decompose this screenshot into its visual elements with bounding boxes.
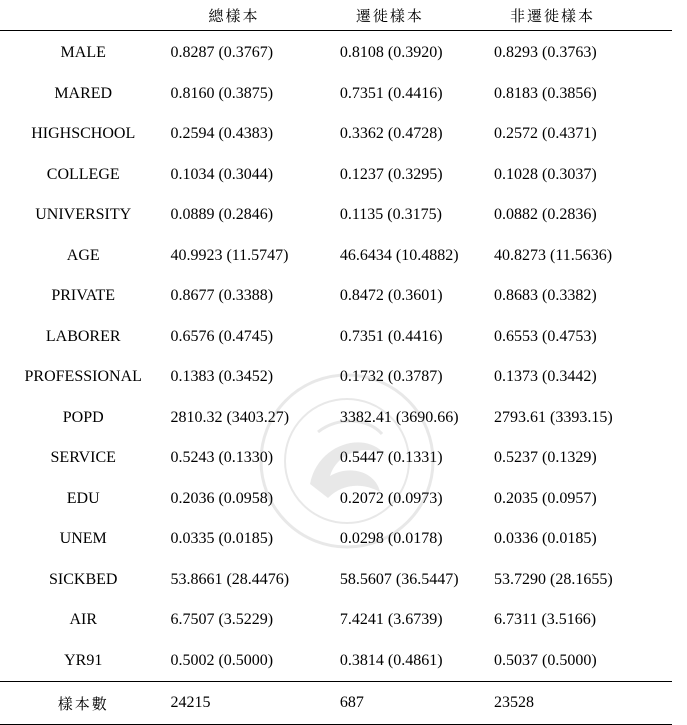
nonmigrant-sample-value: 0.0882 (0.2836) <box>494 206 597 224</box>
migrant-sample-value: 0.8472 (0.3601) <box>339 287 443 305</box>
nonmigrant-sample-value: 40.8273 (11.5636) <box>494 246 613 264</box>
header-total-sample: 總樣本 <box>208 8 260 25</box>
nonmigrant-sample-value: 0.0336 (0.0185) <box>494 530 597 548</box>
variable-name: SICKBED <box>48 570 118 588</box>
migrant-sample-value: 0.2072 (0.0973) <box>339 489 443 507</box>
header-blank <box>0 0 166 31</box>
table-row <box>0 641 672 682</box>
sample-size-migrant: 687 <box>339 694 364 711</box>
variable-name: HIGHSCHOOL <box>31 125 136 143</box>
nonmigrant-sample-value: 0.1373 (0.3442) <box>494 368 597 386</box>
total-sample-value: 0.6576 (0.4745) <box>170 327 274 345</box>
variable-name: AIR <box>69 611 97 629</box>
migrant-sample-value: 0.3362 (0.4728) <box>339 125 443 143</box>
nonmigrant-sample-value: 0.8183 (0.3856) <box>494 84 597 102</box>
table-row <box>0 195 672 236</box>
table-row <box>0 398 672 439</box>
variable-name: UNEM <box>59 530 107 548</box>
sample-size-label: 樣本數 <box>57 696 109 713</box>
variable-name: COLLEGE <box>46 165 120 183</box>
migrant-sample-value: 3382.41 (3690.66) <box>339 408 459 426</box>
nonmigrant-sample-value: 0.5237 (0.1329) <box>494 449 597 467</box>
nonmigrant-sample-value: 53.7290 (28.1655) <box>494 570 613 588</box>
variable-name: EDU <box>66 489 100 507</box>
migrant-sample-value: 0.5447 (0.1331) <box>339 449 443 467</box>
header-migrant-sample: 遷徙樣本 <box>355 8 424 25</box>
variable-name: POPD <box>62 408 104 426</box>
nonmigrant-sample-value: 0.5037 (0.5000) <box>494 651 597 669</box>
header-nonmigrant-sample: 非遷徙樣本 <box>510 8 596 25</box>
total-sample-value: 0.5243 (0.1330) <box>170 449 274 467</box>
table-body <box>0 31 672 682</box>
migrant-sample-value: 7.4241 (3.6739) <box>339 611 443 629</box>
total-sample-value: 0.1034 (0.3044) <box>170 165 274 183</box>
table-row <box>0 236 672 277</box>
nonmigrant-sample-value: 0.8293 (0.3763) <box>494 44 597 62</box>
nonmigrant-sample-value: 0.2572 (0.4371) <box>494 125 597 143</box>
nonmigrant-sample-value: 6.7311 (3.5166) <box>494 611 597 629</box>
table-row <box>0 155 672 196</box>
sample-size-row <box>0 682 672 725</box>
sample-size-total: 24215 <box>170 694 211 711</box>
total-sample-value: 0.1383 (0.3452) <box>170 368 274 386</box>
table-row <box>0 74 672 115</box>
table-row <box>0 276 672 317</box>
migrant-sample-value: 46.6434 (10.4882) <box>339 246 459 264</box>
total-sample-value: 0.0889 (0.2846) <box>170 206 274 224</box>
total-sample-value: 2810.32 (3403.27) <box>170 408 290 426</box>
total-sample-value: 0.8160 (0.3875) <box>170 84 274 102</box>
migrant-sample-value: 0.8108 (0.3920) <box>339 44 443 62</box>
variable-name: MALE <box>60 44 106 62</box>
variable-name: UNIVERSITY <box>35 206 132 224</box>
migrant-sample-value: 0.1237 (0.3295) <box>339 165 443 183</box>
nonmigrant-sample-value: 0.8683 (0.3382) <box>494 287 597 305</box>
table-row <box>0 357 672 398</box>
total-sample-value: 0.2594 (0.4383) <box>170 125 274 143</box>
total-sample-value: 40.9923 (11.5747) <box>170 246 289 264</box>
variable-name: PRIVATE <box>51 287 116 305</box>
table-row <box>0 317 672 358</box>
total-sample-value: 53.8661 (28.4476) <box>170 570 290 588</box>
variable-name: AGE <box>66 246 100 264</box>
table-row <box>0 438 672 479</box>
nonmigrant-sample-value: 0.6553 (0.4753) <box>494 327 597 345</box>
migrant-sample-value: 0.7351 (0.4416) <box>339 327 443 345</box>
migrant-sample-value: 0.7351 (0.4416) <box>339 84 443 102</box>
nonmigrant-sample-value: 0.1028 (0.3037) <box>494 165 597 183</box>
migrant-sample-value: 0.1135 (0.3175) <box>339 206 442 224</box>
table-row <box>0 560 672 601</box>
total-sample-value: 6.7507 (3.5229) <box>170 611 274 629</box>
variable-name: PROFESSIONAL <box>24 368 142 386</box>
total-sample-value: 0.0335 (0.0185) <box>170 530 274 548</box>
table-footer <box>0 682 672 725</box>
table-header <box>0 0 672 31</box>
variable-name: YR91 <box>64 651 103 669</box>
header-row <box>0 0 672 31</box>
migrant-sample-value: 0.0298 (0.0178) <box>339 530 443 548</box>
table-row <box>0 479 672 520</box>
table-row <box>0 519 672 560</box>
migrant-sample-value: 0.3814 (0.4861) <box>339 651 443 669</box>
total-sample-value: 0.8677 (0.3388) <box>170 287 274 305</box>
sample-size-nonmigrant: 23528 <box>494 694 535 711</box>
variable-name: LABORER <box>45 327 121 345</box>
total-sample-value: 0.8287 (0.3767) <box>170 44 274 62</box>
table-row <box>0 31 672 74</box>
total-sample-value: 0.2036 (0.0958) <box>170 489 274 507</box>
variable-name: SERVICE <box>50 449 116 467</box>
nonmigrant-sample-value: 0.2035 (0.0957) <box>494 489 597 507</box>
table-row <box>0 114 672 155</box>
nonmigrant-sample-value: 2793.61 (3393.15) <box>494 408 613 426</box>
migrant-sample-value: 58.5607 (36.5447) <box>339 570 459 588</box>
total-sample-value: 0.5002 (0.5000) <box>170 651 274 669</box>
migrant-sample-value: 0.1732 (0.3787) <box>339 368 443 386</box>
table-row <box>0 600 672 641</box>
variable-name: MARED <box>54 84 113 102</box>
